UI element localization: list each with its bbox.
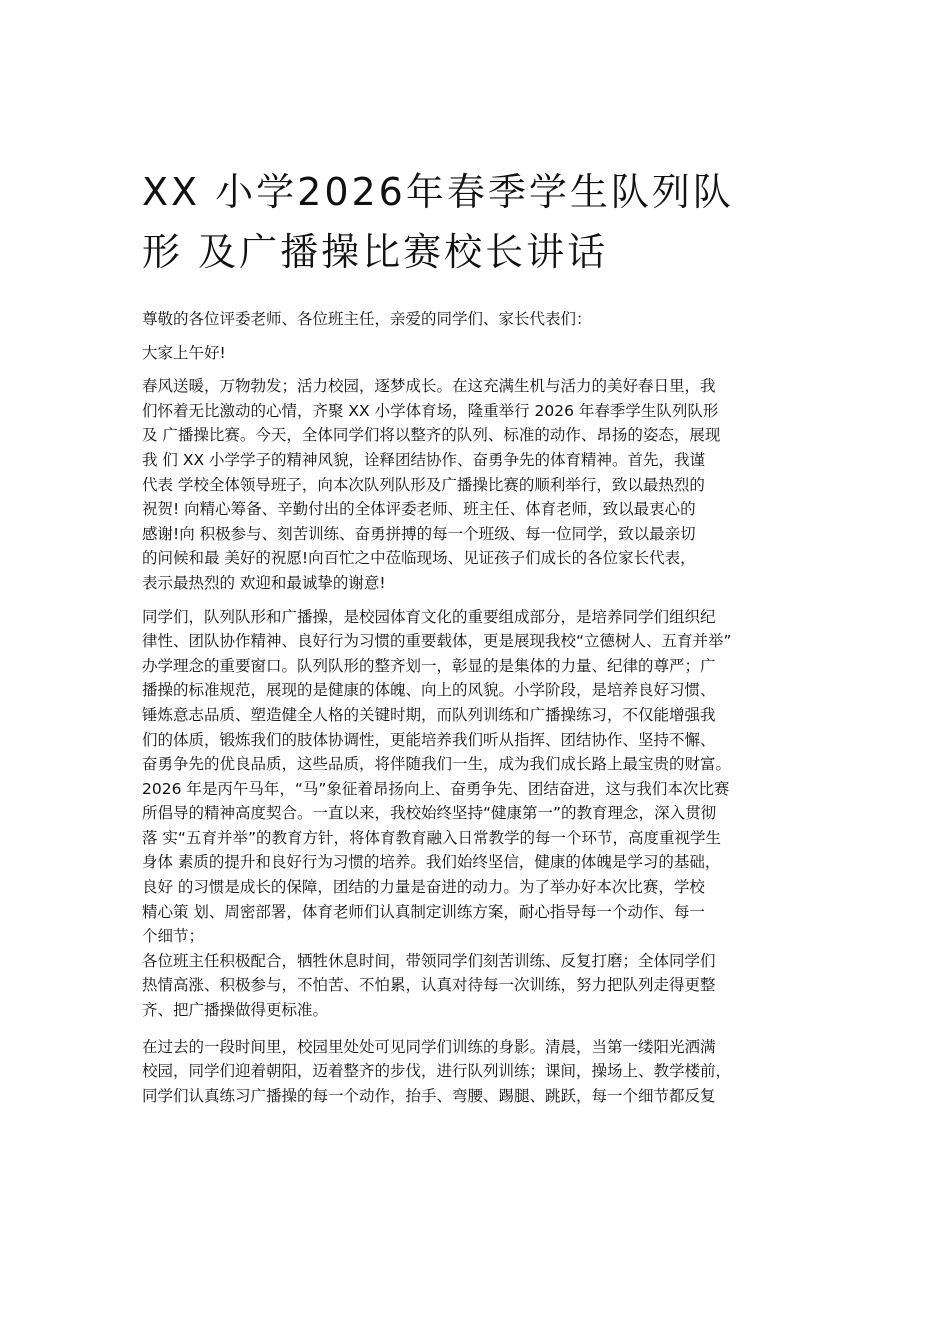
title-line-2: 形 及广播操比赛校长讲话 <box>142 230 609 274</box>
text-line: 在过去的一段时间里，校园里处处可见同学们训练的身影。清晨，当第一缕阳光洒满 <box>142 1037 716 1056</box>
text-line: 祝贺! 向精心筹备、辛勤付出的全体评委老师、班主任、体育老师，致以最衷心的 <box>142 500 696 519</box>
text-line: 奋勇争先的优良品质，这些品质，将伴随我们一生，成为我们成长路上最宝贵的财富。 <box>142 755 732 774</box>
paragraph-1 <box>142 374 812 595</box>
text-line: 春风送暖，万物勃发；活力校园，逐梦成长。在这充满生机与活力的美好春日里，我 <box>142 377 716 396</box>
paragraph-2 <box>142 605 812 1023</box>
text-line: 校园，同学们迎着朝阳，迈着整齐的步伐，进行队列训练；课间，操场上、教学楼前， <box>142 1062 732 1081</box>
text-line: 表示最热烈的 欢迎和最诚挚的谢意! <box>142 573 386 592</box>
text-line: 同学们，队列队形和广播操，是校园体育文化的重要组成部分，是培养同学们组织纪 <box>142 607 716 626</box>
text-line: 代表 学校全体领导班子，向本次队列队形及广播操比赛的顺利举行，致以最热烈的 <box>142 475 705 494</box>
paragraph-3 <box>142 1035 812 1109</box>
text-line: 良好 的习惯是成长的保障，团结的力量是奋进的动力。为了举办好本次比赛，学校 <box>142 878 705 897</box>
text-line: 各位班主任积极配合，牺牲休息时间，带领同学们刻苦训练、反复打磨；全体同学们 <box>142 951 716 970</box>
document-title <box>142 162 802 282</box>
text-line: 办学理念的重要窗口。队列队形的整齐划一，彰显的是集体的力量、纪律的尊严；广 <box>142 656 716 675</box>
text-line: 律性、团队协作精神、良好行为习惯的重要载体，更是展现我校“立德树人、五育并举” <box>142 632 732 651</box>
text-line: 们的体质，锻炼我们的肢体协调性，更能培养我们听从指挥、团结协作、坚持不懈、 <box>142 730 716 749</box>
text-line: 我 们 XX 小学学子的精神风貌，诠释团结协作、奋勇争先的体育精神。首先，我谨 <box>142 450 706 469</box>
text-line: 所倡导的精神高度契合。一直以来，我校始终坚持“健康第一”的教育理念，深入贯彻 <box>142 804 717 823</box>
text-line: 热情高涨、积极参与，不怕苦、不怕累，认真对待每一次训练，努力把队列走得更整 <box>142 976 716 995</box>
text-line: 2026 年是丙午马年，“马”象征着昂扬向上、奋勇争先、团结奋进，这与我们本次比赛 <box>142 779 730 798</box>
text-line: 及 广播操比赛。今天，全体同学们将以整齐的队列、标准的动作、昂扬的姿态，展现 <box>142 426 721 445</box>
text-line: 感谢!向 积极参与、刻苦训练、奋勇拼搏的每一个班级、每一位同学，致以最亲切 <box>142 524 696 543</box>
greeting: 大家上午好! <box>142 343 226 362</box>
salutation: 尊敬的各位评委老师、各位班主任，亲爱的同学们、家长代表们： <box>142 310 592 328</box>
text-line: 个细节； <box>142 927 205 946</box>
text-line: 同学们认真练习广播操的每一个动作，抬手、弯腰、踢腿、跳跃，每一个细节都反复 <box>142 1086 716 1105</box>
title-line-1: XX 小学2026年春季学生队列队 <box>142 170 734 214</box>
text-line: 精心策 划、周密部署，体育老师们认真制定训练方案，耐心指导每一个动作、每一 <box>142 902 705 921</box>
text-line: 们怀着无比激动的心情，齐聚 XX 小学体育场，隆重举行 2026 年春季学生队列队形 <box>142 401 719 420</box>
text-line: 播操的标准规范，展现的是健康的体魄、向上的风貌。小学阶段，是培养良好习惯、 <box>142 681 716 700</box>
text-line: 落 实“五育并举”的教育方针，将体育教育融入日常教学的每一个环节，高度重视学生 <box>142 828 721 847</box>
text-line: 身体 素质的提升和良好行为习惯的培养。我们始终坚信，健康的体魄是学习的基础， <box>142 853 721 872</box>
text-line: 齐、把广播操做得更标准。 <box>142 1001 329 1020</box>
document-body <box>142 307 812 1108</box>
text-line: 的问候和最 美好的祝愿!向百忙之中莅临现场、见证孩子们成长的各位家长代表， <box>142 549 696 568</box>
text-line: 锤炼意志品质、塑造健全人格的关键时期，而队列训练和广播操练习，不仅能增强我 <box>142 705 716 724</box>
